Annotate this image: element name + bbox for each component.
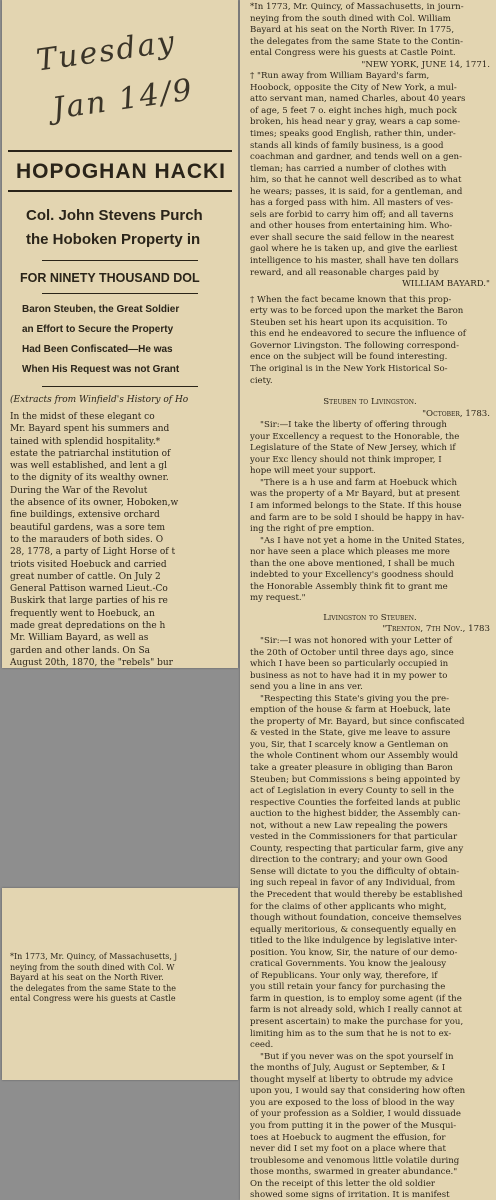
dateline-1: "October, 1783. (422, 408, 490, 419)
text-line: ciety. (250, 375, 273, 386)
text-line: the whole Continent whom our Assembly would (250, 751, 459, 762)
text-line: August 20th, 1870, the "rebels" bur (10, 657, 173, 668)
text-line: "Respecting this State's giving you the pre- (260, 693, 449, 704)
deck1 (2, 194, 238, 252)
text-line: ing the right of pre emption. (250, 524, 375, 535)
text-line: and farm are to be sold I should be happy in hav- (250, 512, 465, 523)
text-line: erty was to be forced upon the market the Baron (250, 306, 464, 317)
text-line: intelligence to his master, shall have ten dollars (250, 256, 459, 267)
text-line: cratical Governments. You know the jealousy (250, 959, 447, 970)
deck3 (2, 294, 238, 380)
deck3-line: Had Been Confiscated—He was (22, 344, 173, 355)
text-line: to the dignity of its wealthy owner. (10, 473, 169, 484)
letter-1 (240, 420, 496, 605)
text-line: toes at Hoebuck to augment the effusion, for (250, 1132, 446, 1143)
text-line: neying from the south dined with Col. William (250, 13, 451, 24)
text-line: the Honorable Assembly think fit to grant me (250, 581, 448, 592)
text-line: & vested in the State, give me leave to assure (250, 728, 451, 739)
text-line: direction to the contrary; and your own Good (250, 855, 448, 866)
text-line: "But if you never was on the spot yourself in (260, 1051, 454, 1062)
letter-2 (240, 636, 496, 1200)
text-line: Steuben; but Commissions s being appointed by (250, 774, 461, 785)
handwritten-day: Tuesday (34, 24, 179, 79)
continuation-text (2, 888, 238, 1005)
text-line: vested in the Commissioners for that particular (250, 832, 458, 843)
text-line: this end he endeavored to secure the influence of (250, 329, 466, 340)
text-line: the property of Mr. Bayard, but since confiscated (250, 716, 465, 727)
text-line: ing such repeal in favor of any Individual, from (250, 878, 456, 889)
text-line: gaol where he is taken up, and give the earliest (250, 244, 458, 255)
text-line: farm is not already sold, which I really cannot at (250, 1005, 462, 1016)
text-line: which I have been so particularly occupied in (250, 659, 449, 670)
deck3-line: an Effort to Secure the Property (22, 324, 174, 335)
rule (8, 150, 232, 152)
text-line: was well established, and lent a gl (10, 461, 167, 472)
text-line: garden and other lands. On Sa (10, 645, 150, 656)
text-line: the 20th of October until three days ago, since (250, 647, 454, 658)
deck1-line: Col. John Stevens Purch (26, 207, 203, 224)
text-line: broken, his head near y gray, wears a cap some- (250, 117, 461, 128)
text-line: Buskirk that large parties of his re (10, 596, 168, 607)
source-note: (Extracts from Winfield's History of Ho (10, 395, 189, 405)
text-line: respective Counties the forfeited lands at public (250, 797, 461, 808)
text-line: position. You know, Sir, the nature of our demo- (250, 947, 458, 958)
text-line: equally meritorious, & consequently equally en (250, 924, 457, 935)
heading-steuben-to-livingston: Steuben to Livingston. (323, 397, 417, 408)
text-line: Hoobock, opposite the City of New York, a mul- (250, 82, 457, 93)
text-line: for the claims of other applicants who might, (250, 901, 447, 912)
text-line: County, respecting that particular farm, give any (250, 843, 464, 854)
text-line: your Excellency a request to the Honorable, the (250, 431, 460, 442)
text-line: business as not to have had it in my power to (250, 670, 448, 681)
text-line: to the marauders of both sides. O (10, 534, 164, 545)
text-line: ever shall secure the said fellow in the nearest (250, 232, 454, 243)
text-line: farm in question, is to employ some agent (if the (250, 993, 462, 1004)
text-line: though without foundation, conceive themselves (250, 913, 462, 924)
text-line: ental Congress were his guests at Castle (10, 994, 176, 1003)
text-line: the delegates from the same State to the Contin- (250, 36, 464, 47)
text-line: nor have seen a place which pleases me more (250, 547, 450, 558)
ad-signature: WILLIAM BAYARD." (402, 279, 490, 290)
text-line: "As I have not yet a home in the United States, (260, 535, 465, 546)
text-line: those months, swarmed in greater abundance." (250, 1167, 458, 1178)
text-line: stands all kinds of family business, is a good (250, 140, 444, 151)
text-line: Governor Livingston. The following correspond- (250, 340, 460, 351)
text-line: coachman and gardner, and tends well on a gen- (250, 152, 462, 163)
text-line: During the War of the Revolut (10, 485, 148, 496)
text-line: emption of the house & farm at Hoebuck, late (250, 705, 451, 716)
text-line: Mr. Bayard spent his summers and (10, 424, 170, 435)
text-line: you still retain your fancy for purchasing the (250, 982, 446, 993)
text-line: upon you, I would say that considering how often (250, 1086, 466, 1097)
text-line: not, without a new Law repealing the powers (250, 820, 448, 831)
fact-paragraph (240, 291, 496, 387)
text-line: In the midst of these elegant co (10, 412, 155, 422)
article-body (2, 411, 238, 668)
text-line: 28, 1778, a party of Light Horse of t (10, 547, 176, 558)
rule (8, 190, 232, 192)
text-line: *In 1773, Mr. Quincy, of Massachusetts, j (10, 952, 177, 961)
text-line: † When the fact became known that this prop- (250, 294, 452, 305)
text-line: *In 1773, Mr. Quincy, of Massachusetts, in journ- (250, 2, 464, 12)
text-line: never did I set my foot on a place where that (250, 1144, 446, 1155)
text-line: I am informed belongs to the State. If this house (250, 500, 462, 511)
text-line: General Pattison warned Lieut.-Co (10, 584, 168, 595)
text-line: limiting him as to the sum that he is not to ex- (250, 1028, 452, 1039)
top-footnote (240, 2, 496, 60)
text-line: take a greater pleasure in obliging than Baron (250, 763, 453, 773)
text-line: times; speaks good English, rather thin, under- (250, 129, 456, 140)
deck2: FOR NINETY THOUSAND DOL (20, 271, 200, 285)
text-line: send you a line in ans ver. (250, 682, 363, 693)
text-line: you from putting it in the power of the Musqui- (250, 1120, 457, 1131)
text-line: him, so that he cannot well described as to what (250, 175, 462, 186)
deck3-line: Baron Steuben, the Great Soldier (22, 304, 180, 315)
ad-dateline: "NEW YORK, JUNE 14, 1771. (361, 59, 490, 70)
text-line: ence on the subject will be found interesting. (250, 352, 448, 363)
text-line: ental Congress were his guests at Castle Point. (250, 48, 456, 59)
text-line: Legislature of the State of New Jersey, which if (250, 443, 456, 454)
text-line: estate the patriarchal institution of (10, 448, 171, 459)
handwritten-date: Jan 14/9 (50, 72, 196, 127)
text-line: troublesome and venomous little volatile during (250, 1155, 460, 1166)
text-line: Bayard at his seat on the North River. In 1775, (250, 25, 455, 36)
text-line: was the property of a Mr Bayard, but at present (250, 489, 460, 500)
text-line: you are exposed to the loss of blood in the way (250, 1097, 455, 1108)
text-line: your Exc llency should not think improper, I (250, 454, 442, 465)
text-line: has a forged pass with him. All masters of ves- (250, 198, 454, 209)
text-line: thought myself at liberty to obtrude my advice (250, 1074, 453, 1085)
text-line: frequently went to Hoebuck, an (10, 608, 155, 619)
text-line: Steuben set his heart upon its acquisition. To (250, 317, 448, 328)
text-line: of your profession as a Soldier, I would dissuade (250, 1109, 461, 1120)
text-line: tleman; has carried a number of clothes with (250, 163, 447, 174)
text-line: tained with splendid hospitality.* (10, 436, 161, 447)
text-line: present ascertain) to make the purchase for you, (250, 1017, 464, 1028)
text-line: the absence of its owner, Hoboken,w (10, 498, 179, 509)
text-line: neying from the south dined with Col. W (10, 962, 175, 972)
text-line: showed some signs of irritation. It is manifest (250, 1190, 450, 1200)
text-line: reward, and all reasonable charges paid by (250, 267, 439, 278)
right-clipping (240, 0, 496, 1200)
text-line: Bayard at his seat on the North River. (10, 973, 164, 982)
text-line: great number of cattle. On July 2 (10, 571, 161, 582)
text-line: "There is a h use and farm at Hoebuck which (260, 477, 458, 488)
text-line: auction to the highest bidder, the Assembly can- (250, 809, 461, 820)
headline: HOPOGHAN HACKI (16, 160, 227, 183)
text-line: act of Legislation in every County to sell in the (250, 786, 454, 797)
text-line: the Precedent that would thereby be established (250, 890, 463, 901)
dateline-2: "Trenton, 7th Nov., 1783 (382, 624, 490, 635)
text-line: fine buildings, extensive orchard (10, 510, 160, 521)
text-line: † "Run away from William Bayard's farm, (250, 71, 430, 82)
text-line: made great depredations on the h (10, 621, 166, 632)
text-line: beautiful gardens, was a sore tem (10, 522, 166, 533)
text-line: the months of July, August or September, & I (250, 1063, 446, 1074)
text-line: Sense will dictate to you the difficulty of obtain- (250, 866, 460, 877)
text-line: he wears; passes, it is said, for a gentleman, and (250, 186, 463, 197)
heading-livingston-to-steuben: Livingston to Steuben. (323, 612, 417, 623)
text-line: my request." (250, 593, 306, 604)
text-line: than the one above mentioned, I shall be much (250, 558, 455, 569)
text-line: The original is in the New York Historical So- (250, 363, 448, 374)
text-line: sels are forbid to carry him off; and all taverns (250, 209, 454, 220)
text-line: hope will meet your support. (250, 466, 376, 477)
text-line: "Sir:—I was not honored with your Letter of (260, 635, 452, 646)
deck1-line: the Hoboken Property in (26, 231, 201, 248)
runaway-advertisement (240, 71, 496, 279)
left-clipping-continuation (2, 888, 238, 1080)
left-clipping (2, 0, 238, 668)
text-line: atto servant man, named Charles, about 40 years (250, 94, 466, 105)
text-line: Mr. William Bayard, as well as (10, 633, 149, 644)
text-line: you, Sir, that I scarcely know a Gentleman on (250, 739, 449, 750)
text-line: of Republicans. Your only way, therefore, if (250, 970, 438, 981)
text-line: ceed. (250, 1040, 274, 1051)
text-line: On the receipt of this letter the old soldier (250, 1178, 436, 1189)
text-line: the delegates from the same State to the (10, 983, 177, 993)
deck3-line: When His Request was not Grant (22, 364, 180, 375)
text-line: "Sir:—I take the liberty of offering through (260, 420, 447, 431)
text-line: triots visited Hoebuck and carried (10, 559, 167, 570)
text-line: and other houses from entertaining him. Who- (250, 221, 453, 232)
text-line: indebted to your Excellency's goodness should (250, 570, 454, 581)
text-line: of age, 5 feet 7 o. eight inches high, much pock (250, 105, 457, 116)
text-line: titled to the like indulgence by legislative inter- (250, 936, 458, 947)
